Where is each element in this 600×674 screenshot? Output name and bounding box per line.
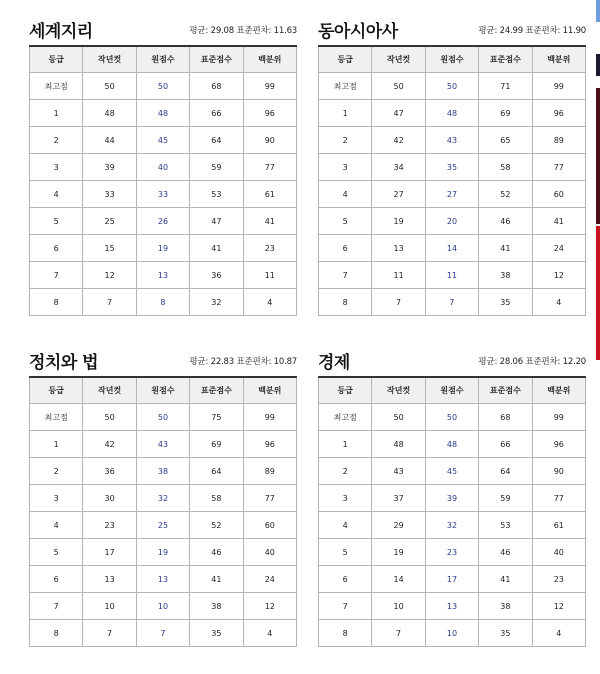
table-cell: 35 — [190, 620, 243, 647]
table-cell: 41 — [243, 208, 296, 235]
table-cell: 89 — [532, 127, 585, 154]
table-cell: 46 — [190, 539, 243, 566]
table-row — [30, 431, 297, 458]
table-cell: 7 — [319, 262, 372, 289]
grade-cut-table — [29, 376, 297, 647]
column-header: 작년컷 — [372, 377, 425, 404]
table-cell: 7 — [372, 289, 425, 316]
table-cell: 99 — [243, 73, 296, 100]
table-cell: 12 — [532, 593, 585, 620]
table-header-row — [30, 46, 297, 73]
table-row — [30, 73, 297, 100]
table-cell: 90 — [532, 458, 585, 485]
panel-header — [29, 345, 297, 376]
table-cell: 50 — [83, 404, 136, 431]
table-row — [30, 512, 297, 539]
table-cell: 99 — [532, 404, 585, 431]
column-header: 표준점수 — [479, 377, 532, 404]
table-cell: 최고점 — [319, 404, 372, 431]
table-cell: 41 — [190, 235, 243, 262]
table-cell: 최고점 — [30, 73, 83, 100]
table-cell: 60 — [532, 181, 585, 208]
table-cell: 19 — [136, 235, 189, 262]
panel-world-geography — [29, 14, 297, 316]
table-cell: 10 — [83, 593, 136, 620]
table-cell: 53 — [190, 181, 243, 208]
table-cell: 96 — [532, 431, 585, 458]
subject-title: 동아시아사 — [318, 22, 398, 42]
table-cell: 13 — [425, 593, 478, 620]
table-cell: 12 — [243, 593, 296, 620]
table-cell: 48 — [83, 100, 136, 127]
table-cell: 43 — [136, 431, 189, 458]
table-cell: 96 — [532, 100, 585, 127]
table-row — [30, 262, 297, 289]
table-cell: 41 — [479, 235, 532, 262]
table-cell: 3 — [30, 485, 83, 512]
table-row — [30, 458, 297, 485]
column-header: 원점수 — [425, 46, 478, 73]
table-cell: 33 — [136, 181, 189, 208]
table-cell: 40 — [243, 539, 296, 566]
column-header: 등급 — [30, 377, 83, 404]
table-row — [30, 100, 297, 127]
table-row — [30, 154, 297, 181]
column-header: 표준점수 — [479, 46, 532, 73]
table-cell: 27 — [425, 181, 478, 208]
table-row — [319, 539, 586, 566]
table-cell: 50 — [372, 404, 425, 431]
table-cell: 최고점 — [30, 404, 83, 431]
table-cell: 50 — [372, 73, 425, 100]
subject-stats: 평균: 28.06 표준편차: 12.20 — [478, 357, 586, 367]
table-cell: 7 — [83, 620, 136, 647]
table-cell: 40 — [532, 539, 585, 566]
table-cell: 32 — [425, 512, 478, 539]
table-cell: 38 — [190, 593, 243, 620]
table-cell: 40 — [136, 154, 189, 181]
grade-cut-table — [29, 45, 297, 316]
table-cell: 58 — [190, 485, 243, 512]
table-cell: 89 — [243, 458, 296, 485]
table-cell: 58 — [479, 154, 532, 181]
table-cell: 66 — [479, 431, 532, 458]
table-cell: 6 — [319, 235, 372, 262]
side-bar-blue — [596, 0, 600, 22]
table-cell: 3 — [30, 154, 83, 181]
column-header: 원점수 — [136, 46, 189, 73]
table-cell: 12 — [532, 262, 585, 289]
table-cell: 50 — [425, 404, 478, 431]
table-cell: 15 — [83, 235, 136, 262]
table-cell: 13 — [136, 566, 189, 593]
table-cell: 35 — [479, 620, 532, 647]
table-cell: 71 — [479, 73, 532, 100]
table-cell: 52 — [190, 512, 243, 539]
table-cell: 12 — [83, 262, 136, 289]
table-cell: 50 — [136, 73, 189, 100]
table-cell: 43 — [425, 127, 478, 154]
table-row — [319, 431, 586, 458]
table-cell: 35 — [425, 154, 478, 181]
table-cell: 64 — [190, 127, 243, 154]
table-cell: 23 — [425, 539, 478, 566]
table-cell: 5 — [319, 539, 372, 566]
table-cell: 4 — [243, 620, 296, 647]
table-cell: 1 — [30, 100, 83, 127]
table-row — [30, 235, 297, 262]
table-cell: 8 — [319, 289, 372, 316]
table-cell: 8 — [30, 620, 83, 647]
table-row — [30, 620, 297, 647]
table-cell: 30 — [83, 485, 136, 512]
table-cell: 37 — [372, 485, 425, 512]
table-cell: 59 — [479, 485, 532, 512]
table-cell: 11 — [425, 262, 478, 289]
column-header: 등급 — [30, 46, 83, 73]
table-cell: 4 — [30, 512, 83, 539]
table-cell: 25 — [136, 512, 189, 539]
table-cell: 45 — [425, 458, 478, 485]
table-cell: 59 — [190, 154, 243, 181]
table-cell: 2 — [319, 458, 372, 485]
table-cell: 52 — [479, 181, 532, 208]
table-cell: 1 — [319, 100, 372, 127]
table-cell: 42 — [83, 431, 136, 458]
table-header-row — [319, 46, 586, 73]
subject-title: 세계지리 — [29, 22, 93, 42]
table-cell: 32 — [136, 485, 189, 512]
table-row — [319, 100, 586, 127]
table-cell: 13 — [136, 262, 189, 289]
table-cell: 2 — [319, 127, 372, 154]
column-header: 작년컷 — [83, 46, 136, 73]
table-cell: 29 — [372, 512, 425, 539]
table-cell: 69 — [479, 100, 532, 127]
side-bar-red — [596, 226, 600, 360]
table-cell: 2 — [30, 458, 83, 485]
table-cell: 8 — [136, 289, 189, 316]
table-cell: 24 — [532, 235, 585, 262]
panel-header — [29, 14, 297, 45]
table-cell: 24 — [243, 566, 296, 593]
table-row — [30, 485, 297, 512]
table-cell: 10 — [425, 620, 478, 647]
table-row — [319, 181, 586, 208]
grade-cut-table — [318, 376, 586, 647]
table-cell: 2 — [30, 127, 83, 154]
table-cell: 1 — [30, 431, 83, 458]
table-header-row — [319, 377, 586, 404]
table-cell: 6 — [30, 566, 83, 593]
table-row — [319, 485, 586, 512]
table-cell: 11 — [372, 262, 425, 289]
table-cell: 23 — [243, 235, 296, 262]
table-cell: 46 — [479, 539, 532, 566]
table-row — [30, 181, 297, 208]
table-cell: 10 — [372, 593, 425, 620]
table-cell: 7 — [425, 289, 478, 316]
table-cell: 42 — [372, 127, 425, 154]
panel-header — [318, 14, 586, 45]
table-row — [319, 566, 586, 593]
table-row — [30, 593, 297, 620]
column-header: 원점수 — [136, 377, 189, 404]
table-cell: 64 — [479, 458, 532, 485]
table-cell: 4 — [319, 512, 372, 539]
table-cell: 1 — [319, 431, 372, 458]
table-cell: 50 — [83, 73, 136, 100]
table-cell: 45 — [136, 127, 189, 154]
table-row — [319, 208, 586, 235]
table-cell: 77 — [243, 485, 296, 512]
table-cell: 96 — [243, 100, 296, 127]
table-row — [319, 73, 586, 100]
table-cell: 5 — [30, 208, 83, 235]
table-row — [319, 593, 586, 620]
table-cell: 99 — [243, 404, 296, 431]
table-cell: 48 — [425, 431, 478, 458]
subject-title: 경제 — [318, 353, 350, 373]
table-cell: 47 — [190, 208, 243, 235]
column-header: 백분위 — [532, 46, 585, 73]
table-cell: 34 — [372, 154, 425, 181]
table-cell: 48 — [425, 100, 478, 127]
table-cell: 36 — [83, 458, 136, 485]
column-header: 원점수 — [425, 377, 478, 404]
table-cell: 5 — [319, 208, 372, 235]
table-cell: 4 — [532, 289, 585, 316]
table-cell: 20 — [425, 208, 478, 235]
table-cell: 8 — [30, 289, 83, 316]
table-cell: 17 — [425, 566, 478, 593]
table-cell: 11 — [243, 262, 296, 289]
table-cell: 36 — [190, 262, 243, 289]
column-header: 작년컷 — [372, 46, 425, 73]
table-cell: 38 — [479, 593, 532, 620]
table-row — [319, 127, 586, 154]
table-cell: 50 — [425, 73, 478, 100]
table-cell: 25 — [83, 208, 136, 235]
table-cell: 77 — [532, 485, 585, 512]
panel-east-asian-history — [318, 14, 586, 316]
table-cell: 7 — [136, 620, 189, 647]
table-cell: 26 — [136, 208, 189, 235]
table-cell: 최고점 — [319, 73, 372, 100]
table-cell: 13 — [83, 566, 136, 593]
table-cell: 53 — [479, 512, 532, 539]
table-cell: 43 — [372, 458, 425, 485]
subject-title: 정치와 법 — [29, 353, 99, 373]
table-header-row — [30, 377, 297, 404]
panel-politics-and-law — [29, 345, 297, 647]
table-cell: 77 — [532, 154, 585, 181]
table-cell: 60 — [243, 512, 296, 539]
table-cell: 4 — [30, 181, 83, 208]
table-cell: 7 — [30, 262, 83, 289]
table-cell: 44 — [83, 127, 136, 154]
column-header: 백분위 — [532, 377, 585, 404]
table-cell: 27 — [372, 181, 425, 208]
table-cell: 38 — [136, 458, 189, 485]
table-cell: 35 — [479, 289, 532, 316]
table-cell: 50 — [136, 404, 189, 431]
column-header: 백분위 — [243, 46, 296, 73]
table-cell: 47 — [372, 100, 425, 127]
table-row — [319, 620, 586, 647]
table-cell: 66 — [190, 100, 243, 127]
table-cell: 32 — [190, 289, 243, 316]
table-row — [30, 404, 297, 431]
table-cell: 46 — [479, 208, 532, 235]
table-cell: 4 — [243, 289, 296, 316]
table-cell: 48 — [372, 431, 425, 458]
subject-stats: 평균: 22.83 표준편차: 10.87 — [189, 357, 297, 367]
table-cell: 6 — [30, 235, 83, 262]
table-cell: 61 — [532, 512, 585, 539]
table-cell: 19 — [372, 208, 425, 235]
table-cell: 96 — [243, 431, 296, 458]
table-row — [30, 289, 297, 316]
table-cell: 68 — [479, 404, 532, 431]
table-cell: 4 — [319, 181, 372, 208]
table-cell: 39 — [83, 154, 136, 181]
table-cell: 33 — [83, 181, 136, 208]
table-cell: 14 — [425, 235, 478, 262]
table-cell: 7 — [30, 593, 83, 620]
table-cell: 38 — [479, 262, 532, 289]
table-row — [30, 566, 297, 593]
table-cell: 41 — [532, 208, 585, 235]
table-cell: 48 — [136, 100, 189, 127]
column-header: 작년컷 — [83, 377, 136, 404]
table-cell: 64 — [190, 458, 243, 485]
table-cell: 3 — [319, 154, 372, 181]
table-row — [319, 404, 586, 431]
table-cell: 7 — [319, 593, 372, 620]
table-cell: 10 — [136, 593, 189, 620]
table-cell: 17 — [83, 539, 136, 566]
table-cell: 7 — [83, 289, 136, 316]
column-header: 표준점수 — [190, 377, 243, 404]
side-bar-navy — [596, 54, 600, 76]
table-cell: 23 — [83, 512, 136, 539]
grade-cut-table — [318, 45, 586, 316]
table-cell: 19 — [136, 539, 189, 566]
table-cell: 61 — [243, 181, 296, 208]
table-row — [319, 154, 586, 181]
table-cell: 23 — [532, 566, 585, 593]
column-header: 등급 — [319, 377, 372, 404]
column-header: 등급 — [319, 46, 372, 73]
table-row — [30, 539, 297, 566]
table-row — [319, 289, 586, 316]
column-header: 백분위 — [243, 377, 296, 404]
subject-stats: 평균: 24.99 표준편차: 11.90 — [478, 26, 586, 36]
table-row — [319, 262, 586, 289]
table-cell: 41 — [190, 566, 243, 593]
table-cell: 65 — [479, 127, 532, 154]
table-row — [319, 458, 586, 485]
table-row — [319, 235, 586, 262]
table-row — [30, 208, 297, 235]
panel-economics — [318, 345, 586, 647]
column-header: 표준점수 — [190, 46, 243, 73]
table-cell: 13 — [372, 235, 425, 262]
table-cell: 8 — [319, 620, 372, 647]
table-cell: 69 — [190, 431, 243, 458]
table-cell: 6 — [319, 566, 372, 593]
table-cell: 5 — [30, 539, 83, 566]
table-row — [319, 512, 586, 539]
subject-stats: 평균: 29.08 표준편차: 11.63 — [189, 26, 297, 36]
table-cell: 39 — [425, 485, 478, 512]
table-cell: 19 — [372, 539, 425, 566]
table-cell: 41 — [479, 566, 532, 593]
table-row — [30, 127, 297, 154]
table-cell: 14 — [372, 566, 425, 593]
side-bar-darkred — [596, 88, 600, 224]
table-cell: 90 — [243, 127, 296, 154]
table-cell: 68 — [190, 73, 243, 100]
table-cell: 75 — [190, 404, 243, 431]
table-cell: 7 — [372, 620, 425, 647]
panel-header — [318, 345, 586, 376]
table-cell: 77 — [243, 154, 296, 181]
table-cell: 3 — [319, 485, 372, 512]
table-cell: 99 — [532, 73, 585, 100]
table-cell: 4 — [532, 620, 585, 647]
